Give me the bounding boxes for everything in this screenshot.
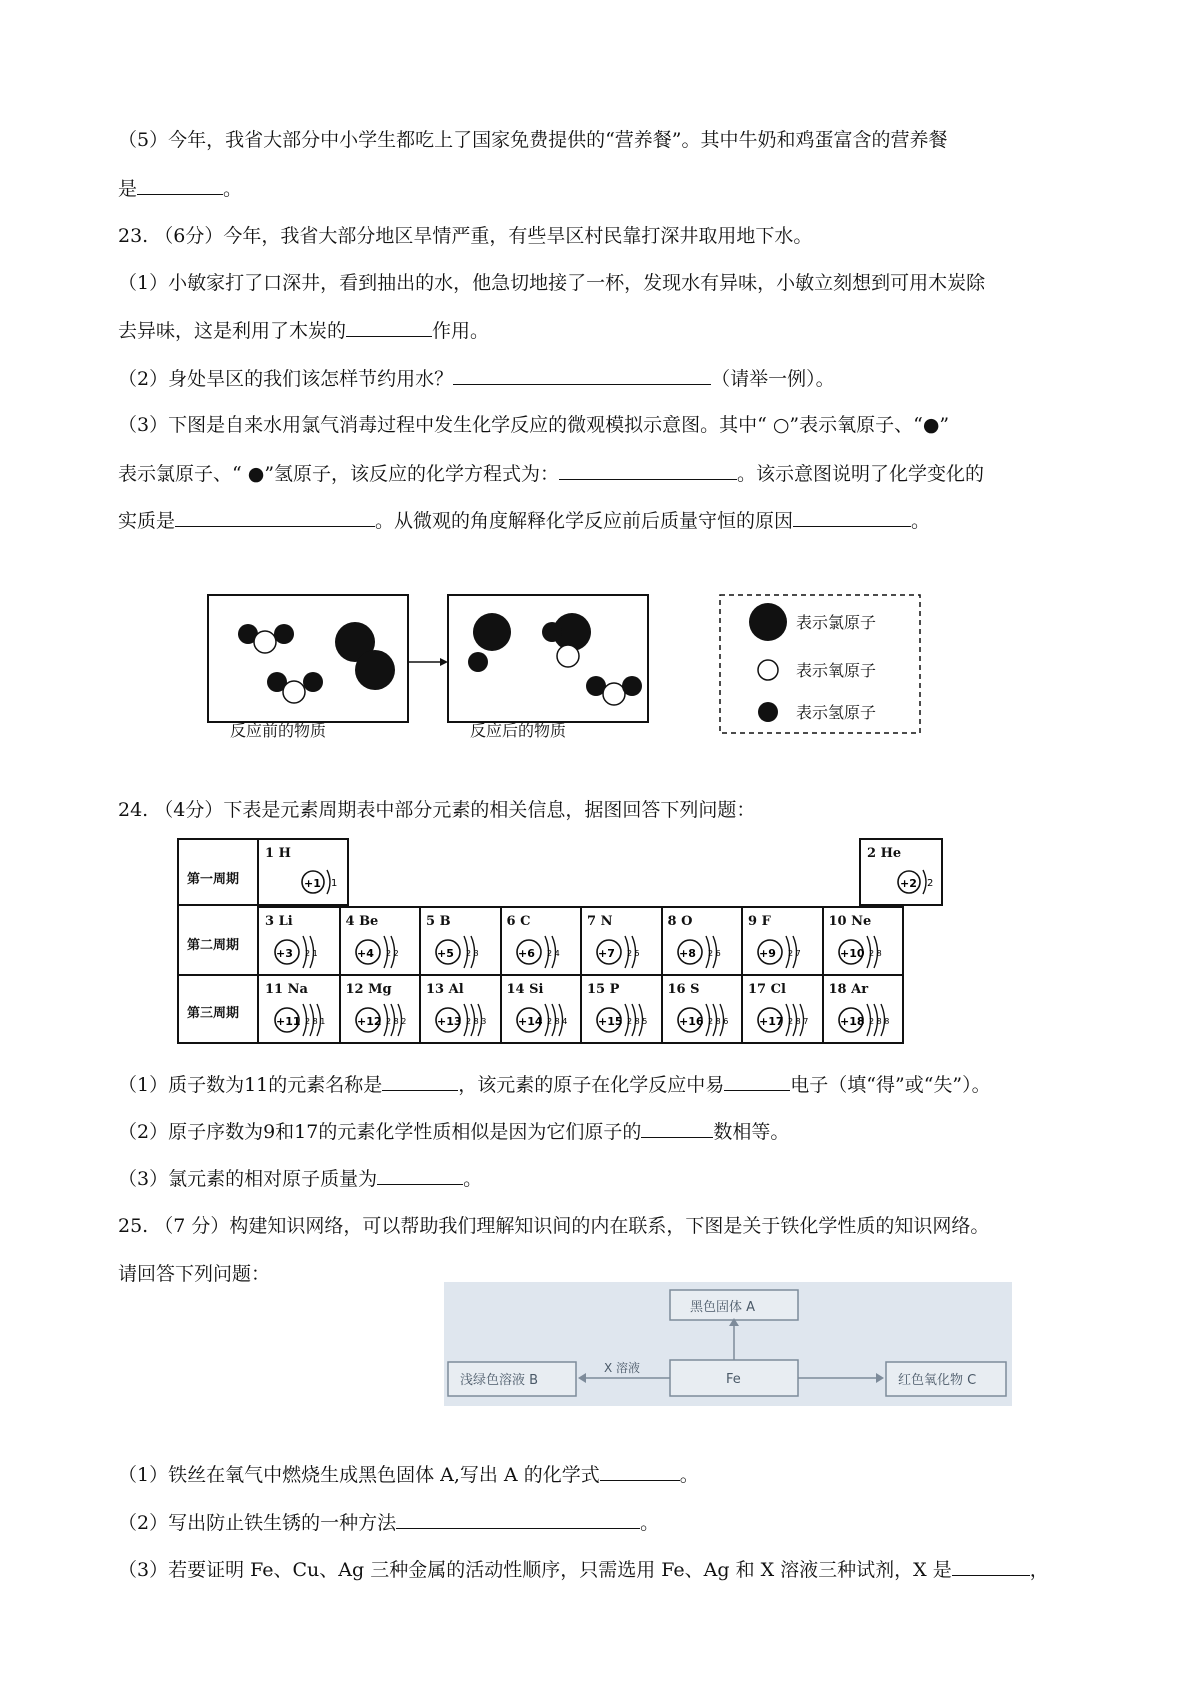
legend-oxygen-label: 表示氧原子 <box>796 661 877 680</box>
answer-blank[interactable] <box>952 1557 1030 1576</box>
q24-part1-mid: ，该元素的原子在化学反应中易 <box>458 1074 725 1096</box>
element-cell <box>259 906 341 976</box>
answer-blank[interactable] <box>175 508 375 527</box>
element-cell <box>823 974 905 1044</box>
q23-part3-line3-pre: 实质是 <box>118 510 176 532</box>
q25-part1-post: 。 <box>679 1464 699 1486</box>
element-label: 11 Na <box>265 982 308 997</box>
shell-electrons: 2 8 7 <box>788 1017 809 1026</box>
q23-part1-line2-post: 作用。 <box>432 320 490 342</box>
element-label: 10 Ne <box>828 914 872 929</box>
q23-part2 <box>118 366 835 391</box>
legend-chlorine-label: 表示氯原子 <box>796 613 877 632</box>
legend-chlorine-icon <box>749 603 787 641</box>
element-label: 17 Cl <box>748 982 786 997</box>
answer-blank[interactable] <box>346 318 432 337</box>
q24-part1-pre: （1）质子数为11的元素名称是 <box>118 1074 383 1096</box>
q24-part3 <box>118 1166 482 1191</box>
hydrogen-atom <box>542 622 562 642</box>
svg-text:+1: +1 <box>304 877 321 890</box>
nucleus-charge: +13 <box>437 1015 462 1028</box>
svg-text:红色氧化物 C: 红色氧化物 C <box>898 1373 977 1388</box>
atom-structure-icon <box>507 1000 581 1040</box>
svg-text:Fe: Fe <box>726 1372 741 1387</box>
element-cell <box>823 906 905 976</box>
nucleus-charge: +11 <box>276 1015 301 1028</box>
shell-electrons: 2 8 2 <box>385 1017 406 1026</box>
atom-structure-icon <box>587 1000 661 1040</box>
hydrogen-atom <box>468 652 488 672</box>
q23-part3-line1: （3）下图是自来水用氯气消毒过程中发生化学反应的微观模拟示意图。其中“ ○”表示氧原子、“●” <box>118 414 950 436</box>
nucleus-charge: +5 <box>437 947 454 960</box>
atom-structure-icon <box>265 932 339 972</box>
hydrogen-atom <box>274 624 294 644</box>
arrow-head-icon <box>440 658 448 666</box>
nucleus-charge: +12 <box>356 1015 382 1028</box>
edge-label-x-solution: X 溶液 <box>604 1361 641 1375</box>
shell-electrons: 2 8 5 <box>627 1017 648 1026</box>
q22-part5-line2-pre: 是 <box>118 178 138 200</box>
element-cell <box>340 906 422 976</box>
q25-title: 25. （7 分）构建知识网络，可以帮助我们理解知识间的内在联系，下图是关于铁化学性质的知识网络。 <box>118 1215 990 1237</box>
oxygen-atom <box>603 683 625 705</box>
nucleus-charge: +9 <box>759 947 776 960</box>
element-cell <box>742 974 824 1044</box>
shell-electrons: 2 8 8 <box>868 1017 889 1026</box>
atom-structure-icon <box>587 932 661 972</box>
q24-part3-pre: （3）氯元素的相对原子质量为 <box>118 1168 378 1190</box>
q23-part1-line2-pre: 去异味，这是利用了木炭的 <box>118 320 347 342</box>
shell-electrons: 2 2 <box>385 949 399 958</box>
answer-blank[interactable] <box>600 1462 680 1481</box>
atom-structure-icon <box>668 1000 742 1040</box>
atom-structure-icon <box>748 1000 822 1040</box>
nucleus-charge: +4 <box>356 947 374 960</box>
element-label: 12 Mg <box>345 982 392 997</box>
nucleus-charge: +3 <box>276 947 293 960</box>
q25-part3 <box>118 1557 1049 1582</box>
q25-part2-post: 。 <box>640 1512 660 1534</box>
element-label: 6 C <box>506 914 531 929</box>
answer-blank[interactable] <box>137 176 223 195</box>
nucleus-charge: +15 <box>598 1015 623 1028</box>
answer-blank[interactable] <box>641 1119 713 1138</box>
before-label: 反应前的物质 <box>230 721 327 740</box>
element-cell <box>501 906 583 976</box>
atom-structure-icon <box>668 932 742 972</box>
legend-oxygen-icon <box>758 660 778 680</box>
element-cell <box>420 974 502 1044</box>
q23-part1-line2 <box>118 318 489 343</box>
period-label: 第一周期 <box>187 872 240 887</box>
element-cell <box>662 906 744 976</box>
q25-part1 <box>118 1462 699 1487</box>
svg-text:1: 1 <box>331 878 338 889</box>
shell-electrons: 2 6 <box>707 949 721 958</box>
element-label: 16 S <box>667 982 700 997</box>
answer-blank[interactable] <box>559 461 737 480</box>
oxygen-atom <box>283 681 305 703</box>
q24-part3-post: 。 <box>463 1168 483 1190</box>
atom-structure-icon <box>748 932 822 972</box>
q25-part2 <box>118 1510 659 1535</box>
atom-structure-icon <box>426 1000 500 1040</box>
svg-text:浅绿色溶液 B: 浅绿色溶液 B <box>460 1373 539 1388</box>
period3-label-cell <box>177 974 259 1044</box>
atom-structure-icon <box>829 1000 903 1040</box>
period2-label-cell <box>177 906 259 976</box>
q25-part3-pre: （3）若要证明 Fe、Cu、Ag 三种金属的活动性顺序，只需选用 Fe、Ag 和 X 溶液三种试剂，X 是 <box>118 1559 952 1581</box>
period-label: 第三周期 <box>187 1006 240 1021</box>
element-label: 7 N <box>587 914 613 929</box>
answer-blank[interactable] <box>793 508 911 527</box>
q23-part1-line1: （1）小敏家打了口深井，看到抽出的水，他急切地接了一杯，发现水有异味，小敏立刻想到可用木炭除 <box>118 272 986 294</box>
atom-structure-icon <box>265 1000 339 1040</box>
q24-title: 24. （4分）下表是元素周期表中部分元素的相关信息，据图回答下列问题： <box>118 799 756 821</box>
answer-blank[interactable] <box>382 1072 458 1091</box>
atom-structure-icon <box>299 864 343 900</box>
element-cell <box>581 974 663 1044</box>
element-label: 9 F <box>748 914 771 929</box>
q22-part5-line2 <box>118 176 242 201</box>
element-cell-h <box>259 838 349 906</box>
shell-electrons: 2 7 <box>788 949 801 958</box>
atom-structure-icon <box>346 1000 420 1040</box>
q23-part3-line2 <box>118 461 984 486</box>
q24-part1 <box>118 1072 991 1097</box>
element-cell <box>581 906 663 976</box>
q24-part1-post: 电子（填“得”或“失”）。 <box>790 1074 991 1096</box>
element-cell <box>742 906 824 976</box>
q22-part5-line1: （5）今年，我省大部分中小学生都吃上了国家免费提供的“营养餐”。其中牛奶和鸡蛋富含的营养餐 <box>118 129 948 151</box>
q24-part2-pre: （2）原子序数为9和17的元素化学性质相似是因为它们原子的 <box>118 1121 642 1143</box>
element-label: 13 Al <box>426 982 464 997</box>
q22-part5-line2-post: 。 <box>223 178 243 200</box>
q23-part3-line3 <box>118 508 930 533</box>
q24-part2-post: 数相等。 <box>713 1121 790 1143</box>
shell-electrons: 2 8 3 <box>466 1017 487 1026</box>
element-cell <box>420 906 502 976</box>
period1-label-cell <box>177 838 259 906</box>
iron-knowledge-network <box>444 1282 1012 1406</box>
periodic-table <box>177 838 943 1046</box>
q23-part2-post: （请举一例）。 <box>711 368 835 390</box>
oxygen-atom <box>557 645 579 667</box>
q23-part2-pre: （2）身处旱区的我们该怎样节约用水？ <box>118 368 454 390</box>
hydrogen-atom <box>303 672 323 692</box>
element-label: 3 Li <box>265 914 293 929</box>
hydrogen-atom <box>622 676 642 696</box>
answer-blank[interactable] <box>377 1166 463 1185</box>
element-cell-he <box>859 838 943 906</box>
q23-part3-line3-post: 。 <box>911 510 931 532</box>
element-label: 8 O <box>667 914 693 929</box>
oxygen-atom <box>254 631 276 653</box>
after-label: 反应后的物质 <box>470 721 567 740</box>
period-label: 第二周期 <box>187 938 240 953</box>
q23-part3-line2-pre: 表示氯原子、“ ●”氢原子，该反应的化学方程式为： <box>118 463 560 485</box>
svg-text:2: 2 <box>927 878 934 889</box>
atom-structure-icon <box>895 864 941 900</box>
element-label: 18 Ar <box>828 982 869 997</box>
element-cell <box>662 974 744 1044</box>
element-label: 2 He <box>867 846 902 861</box>
shell-electrons: 2 3 <box>466 949 479 958</box>
q25-part1-pre: （1）铁丝在氧气中燃烧生成黑色固体 A,写出 A 的化学式 <box>118 1464 600 1486</box>
q25-title-line2: 请回答下列问题： <box>118 1263 271 1285</box>
nucleus-charge: +16 <box>678 1015 704 1028</box>
q23-title: 23. （6分）今年，我省大部分地区旱情严重，有些旱区村民靠打深井取用地下水。 <box>118 225 813 247</box>
answer-blank[interactable] <box>396 1510 640 1529</box>
reaction-diagram <box>200 590 940 740</box>
answer-blank[interactable] <box>453 366 711 385</box>
legend-hydrogen-label: 表示氢原子 <box>796 703 877 722</box>
nucleus-charge: +14 <box>517 1015 543 1028</box>
element-label: 5 B <box>426 914 451 929</box>
nucleus-charge: +7 <box>598 947 615 960</box>
nucleus-charge: +17 <box>759 1015 784 1028</box>
nucleus-charge: +8 <box>678 947 696 960</box>
q25-part3-post: ， <box>1029 1559 1049 1581</box>
atom-structure-icon <box>426 932 500 972</box>
element-cell <box>340 974 422 1044</box>
q24-part2 <box>118 1119 789 1144</box>
shell-electrons: 2 4 <box>546 949 560 958</box>
q23-part3-line3-mid: 。从微观的角度解释化学反应前后质量守恒的原因 <box>375 510 794 532</box>
nucleus-charge: +6 <box>517 947 535 960</box>
legend-hydrogen-icon <box>758 702 778 722</box>
q25-part2-pre: （2）写出防止铁生锈的一种方法 <box>118 1512 397 1534</box>
element-label: 14 Si <box>506 982 544 997</box>
nucleus-charge: +18 <box>839 1015 865 1028</box>
shell-electrons: 2 8 6 <box>707 1017 728 1026</box>
svg-text:+2: +2 <box>900 877 917 890</box>
atom-structure-icon <box>346 932 420 972</box>
atom-structure-icon <box>829 932 903 972</box>
element-cell <box>501 974 583 1044</box>
atom-structure-icon <box>507 932 581 972</box>
answer-blank[interactable] <box>724 1072 790 1091</box>
chlorine-atom <box>355 650 395 690</box>
shell-electrons: 2 8 <box>868 949 882 958</box>
q23-part3-line2-post: 。该示意图说明了化学变化的 <box>737 463 985 485</box>
shell-electrons: 2 8 1 <box>305 1017 326 1026</box>
svg-text:黑色固体 A: 黑色固体 A <box>690 1300 756 1315</box>
shell-electrons: 2 5 <box>627 949 640 958</box>
shell-electrons: 2 8 4 <box>546 1017 567 1026</box>
nucleus-charge: +10 <box>839 947 865 960</box>
element-label: 1 H <box>265 846 291 861</box>
element-cell <box>259 974 341 1044</box>
shell-electrons: 2 1 <box>305 949 318 958</box>
element-label: 4 Be <box>345 914 379 929</box>
chlorine-atom <box>473 613 511 651</box>
element-label: 15 P <box>587 982 620 997</box>
